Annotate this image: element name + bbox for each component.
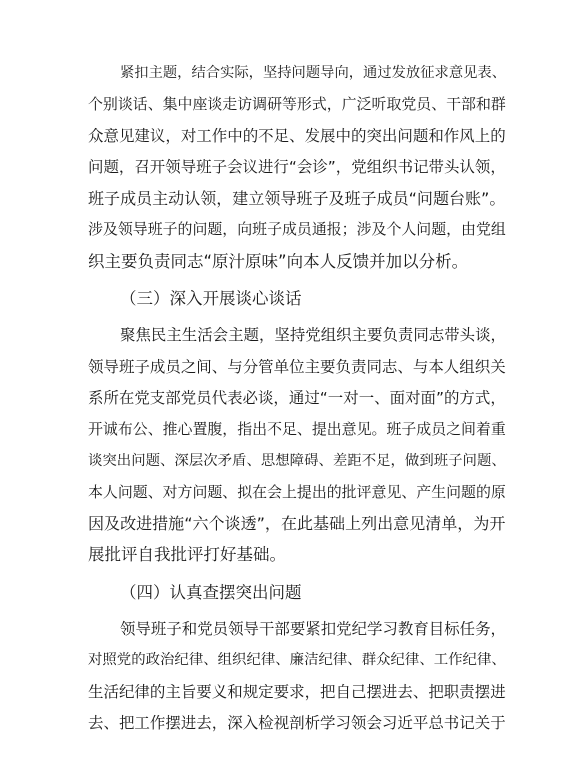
paragraph-1 (88, 58, 508, 277)
text-line: 班子成员主动认领，建立领导班子及班子成员“问题台账”。 (88, 189, 506, 209)
text-line: 个别谈话、集中座谈走访调研等形式，广泛听取党员、干部和群 (88, 95, 506, 114)
section-heading-4: （四）认真查摆突出问题 (120, 582, 302, 602)
section-heading-3: （三）深入开展谈心谈话 (120, 289, 302, 309)
document-body (88, 58, 508, 739)
text-line: 因及改进措施“六个谈透”，在此基础上列出意见清单，为开 (88, 514, 506, 534)
text-line: 开诚布公、推心置腹，指出不足、提出意见。班子成员之间着重 (88, 420, 506, 439)
text-line: 紧扣主题，结合实际，坚持问题导向，通过发放征求意见表、 (120, 65, 507, 81)
text-line: 生活纪律的主旨要义和规定要求，把自己摆进去、把职责摆进 (88, 682, 506, 701)
paragraph-3 (88, 614, 508, 739)
text-line: 众意见建议，对工作中的不足、发展中的突出问题和作风上的 (88, 126, 506, 145)
text-line: 聚焦民主生活会主题，坚持党组织主要负责同志带头谈， (120, 326, 506, 345)
text-line: 去、把工作摆进去，深入检视剖析学习领会习近平总书记关于 (88, 713, 506, 732)
text-line: 展批评自我批评打好基础。 (88, 545, 286, 565)
text-line: 织主要负责同志“原汁原味”向本人反馈并加以分析。 (88, 251, 469, 271)
text-line: 领导班子和党员领导干部要紧扣党纪学习教育目标任务， (120, 620, 506, 639)
text-line: 问题，召开领导班子会议进行“会诊”，党组织书记带头认领， (88, 157, 506, 176)
text-line: 领导班子成员之间、与分管单位主要负责同志、与本人组织关 (88, 357, 506, 376)
text-line: 系所在党支部党员代表必谈，通过“一对一、面对面”的方式， (88, 388, 506, 407)
text-line: 涉及领导班子的问题，向班子成员通报；涉及个人问题，由党组 (88, 220, 506, 239)
text-line: 本人问题、对方问题、拟在会上提出的批评意见、产生问题的原 (88, 482, 506, 501)
text-line: 谈突出问题、深层次矛盾、思想障碍、差距不足，做到班子问题、 (88, 452, 506, 469)
paragraph-2 (88, 320, 508, 570)
text-line: 对照党的政治纪律、组织纪律、廉洁纪律、群众纪律、工作纪律、 (88, 652, 506, 669)
